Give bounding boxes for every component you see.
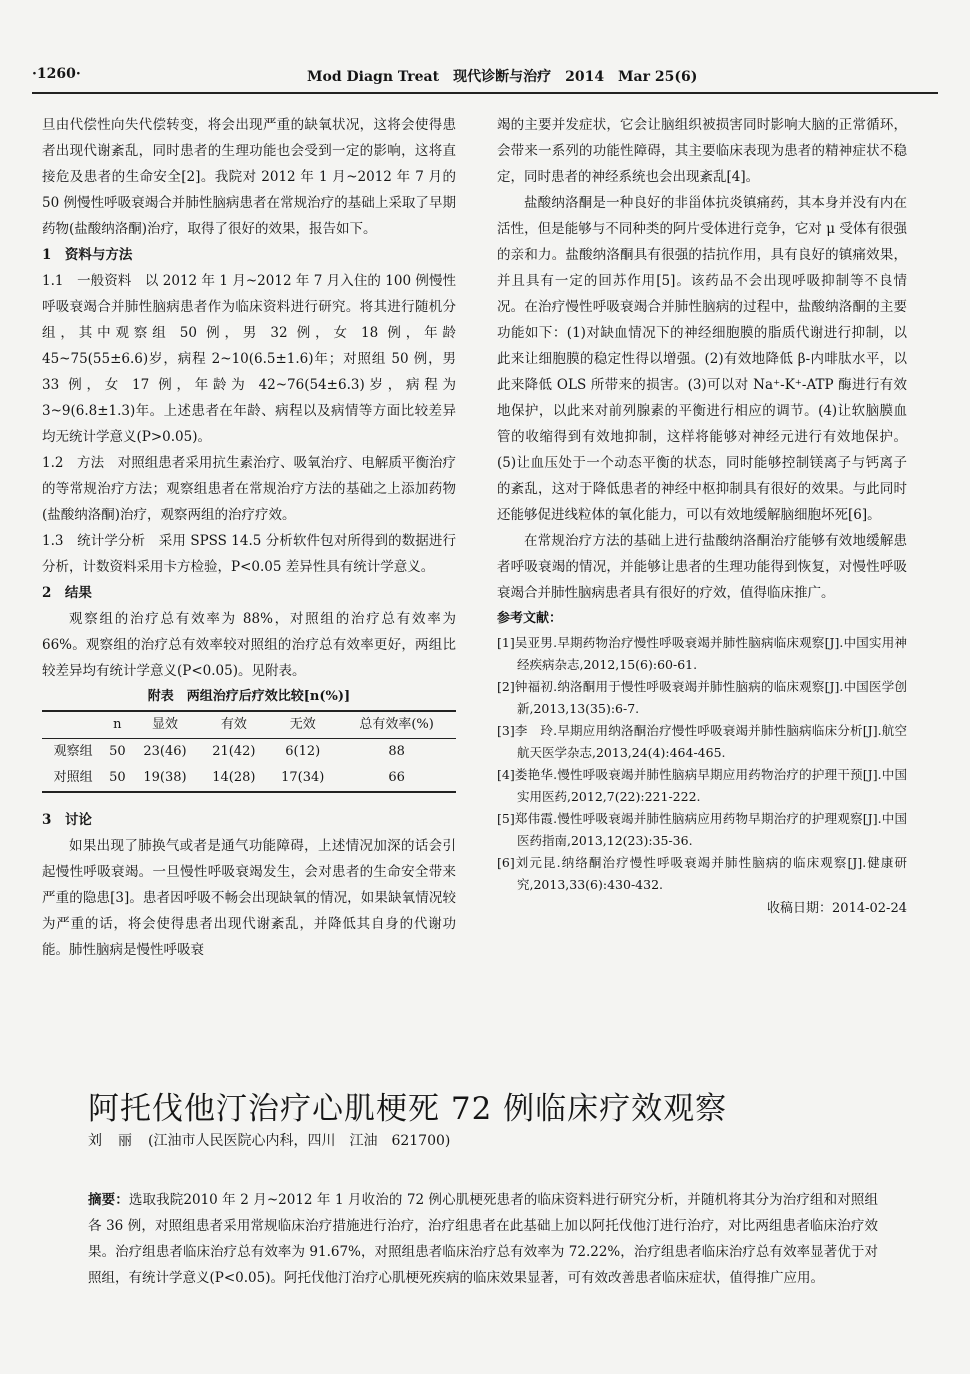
right-column [497,112,907,922]
table-row [42,765,456,792]
article-title: 阿托伐他汀治疗心肌梗死 72 例临床疗效观察 [88,1090,728,1127]
table-cell: 50 [109,770,126,785]
received-date: 收稿日期：2014-02-24 [767,901,907,916]
table-cell: 88 [388,744,405,759]
table-cell: 50 [109,744,126,759]
table-header-cell [42,711,104,739]
abstract-label: 摘要： [88,1192,129,1208]
paragraph-general-data [42,268,456,450]
author-line [88,1130,450,1150]
table-cell: 19(38) [143,770,187,785]
reference-item: [3]李 玲.早期应用纳洛酮治疗慢性呼吸衰竭并肺性脑病临床分析[J].航空航天医学杂志,2013,24(4):464-465. [497,723,907,760]
table-cell: 对照组 [53,770,93,785]
table-cell: 14(28) [212,770,256,785]
paragraph-methods [42,450,456,528]
naloxone-paragraph: 盐酸纳洛酮是一种良好的非甾体抗炎镇痛药，其本身并没有内在活性，但是能够与不同种类的阿片受体进行竞争，它对 μ 受体有很强的亲和力。盐酸纳洛酮具有很强的拮抗作用，具有良好的镇痛效果，并且具有一定的回苏作用[5]。该药品不会出现呼吸抑制等不良情况。在治疗慢性呼吸衰竭合并肺性脑病的过程中，盐酸纳洛酮的主要功能如下：(1)对缺血情况下的神经细胞膜的脂质代谢进行抑制，以此来让细胞膜的稳定性得以增强。(2)有效地降低 β-内啡肽水平，以此来降低 OLS 所带来的损害。(3)可以对 Na⁺-K⁺-ATP 酶进行有效地保护，以此来对前列腺素的平衡进行相应的调节。(4)让软脑膜血管的收缩得到有效地抑制，这样将能够对神经元进行有效地保护。(5)让血压处于一个动态平衡的状态，同时能够控制镁离子与钙离子的紊乱，这对于降低患者的神经中枢抑制具有很好的效果。与此同时还能够促进线粒体的氧化能力，可以有效地缓解脑细胞坏死[6]。 [497,195,907,523]
references-heading: 参考文献： [497,611,563,626]
table-caption: 附表 两组治疗后疗效比较[n(%)] [147,689,351,704]
table-header-cell: 有效 [220,717,247,732]
header-rule [32,92,938,94]
discussion-continued: 竭的主要并发症状，它会让脑组织被损害同时影响大脑的正常循环，会带来一系列的功能性障碍，其主要临床表现为患者的精神症状不稳定，同时患者的神经系统也会出现紊乱[4]。 [497,117,907,185]
table-header-row [42,711,456,739]
journal-info: Mod Diagn Treat 现代诊断与治疗 2014 Mar 25(6) [307,69,698,85]
results-table [42,710,456,793]
running-header [32,66,938,88]
reference-item: [5]郑伟霞.慢性呼吸衰竭并肺性脑病应用药物早期治疗的护理观察[J].中国医药指南,2013,12(23):35-36. [497,811,907,848]
table-cell: 17(34) [281,770,325,785]
abstract-text: 选取我院2010 年 2 月~2012 年 1 月收治的 72 例心肌梗死患者的临床资料进行研究分析，并随机将其分为治疗组和对照组各 36 例，对照组患者采用常规临床治疗措施进行治疗，治疗组患者在此基础上加以阿托伐他汀进行治疗，对比两组患者临床治疗效果。治疗组患者临床治疗总有效率为 91.67%，对照组患者临床治疗总有效率为 72.22%，治疗组患者临床治疗总有效率显著优于对照组，有统计学意义(P<0.05)。阿托伐他汀治疗心肌梗死疾病的临床效果显著，可有效改善患者临床症状，值得推广应用。 [88,1192,879,1286]
table-header-cell: 无效 [289,717,316,732]
subsection-title: 1.1 一般资料 [42,273,132,289]
reference-item: [1]吴亚男.早期药物治疗慢性呼吸衰竭并肺性脑病临床观察[J].中国实用神经疾病杂志,2012,15(6):60-61. [497,635,907,672]
table-cell: 观察组 [53,744,93,759]
section-heading-methods: 1 资料与方法 [42,247,133,263]
abstract [88,1187,878,1291]
table-cell: 21(42) [212,744,256,759]
subsection-text: 采用 SPSS 14.5 分析软件包对所得到的数据进行分析，计数资料采用卡方检验，P<0.05 差异性具有统计学意义。 [42,533,456,575]
author-affiliation: (江油市人民医院心内科，四川 江油 621700) [148,1133,451,1149]
table-header-cell: n [113,717,122,732]
discussion-paragraph: 如果出现了肺换气或者是通气功能障碍，上述情况加深的话会引起慢性呼吸衰竭。一旦慢性呼吸衰竭发生，会对患者的生命安全带来严重的隐患[3]。患者因呼吸不畅会出现缺氧的情况，如果缺氧情况较为严重的话，将会使得患者出现代谢紊乱，并降低其自身的代谢功能。肺性脑病是慢性呼吸衰 [42,838,456,958]
intro-paragraph: 旦由代偿性向失代偿转变，将会出现严重的缺氧状况，这将会使得患者出现代谢紊乱，同时患者的生理功能也会受到一定的影响，这将直接危及患者的生命安全[2]。我院对 2012 年 1 月~2012 年 7 月的 50 例慢性呼吸衰竭合并肺性脑病患者在常规治疗的基础上采取了早期药物(盐酸纳洛酮)治疗，取得了很好的效果，报告如下。 [42,117,456,237]
table-cell: 23(46) [143,744,187,759]
subsection-text: 对照组患者采用抗生素治疗、吸氧治疗、电解质平衡治疗的等常规治疗方法；观察组患者在常规治疗方法的基础之上添加药物(盐酸纳洛酮)治疗，观察两组的治疗疗效。 [42,455,457,523]
section-heading-results: 2 结果 [42,585,92,601]
left-column [42,112,456,963]
conclusion-paragraph: 在常规治疗方法的基础上进行盐酸纳洛酮治疗能够有效地缓解患者呼吸衰竭的情况，并能够让患者的生理功能得到恢复，对慢性呼吸衰竭合并肺性脑病患者具有很好的疗效，值得临床推广。 [497,533,907,601]
table-cell: 66 [388,770,405,785]
subsection-text: 以 2012 年 1 月~2012 年 7 月入住的 100 例慢性呼吸衰竭合并肺性脑病患者作为临床资料进行研究。将其进行随机分组，其中观察组 50 例，男 32 例，女 18 例，年龄 45~75(55±6.6)岁，病程 2~10(6.5±1.6)年；对照组 50 例，男 33 例，女 17 例，年龄为 42~76(54±6.3)岁，病程为 3~9(6.8±1.3)年。上述患者在年龄、病程以及病情等方面比较差异均无统计学意义(P>0.05)。 [42,273,457,445]
results-paragraph: 观察组的治疗总有效率为 88%，对照组的治疗总有效率为 66%。观察组的治疗总有效率较对照组的治疗总有效率更好，两组比较差异均有统计学意义(P<0.05)。见附表。 [42,611,456,679]
page-number: ·1260· [32,66,81,82]
subsection-title: 1.3 统计学分析 [42,533,146,549]
reference-item: [4]娄艳华.慢性呼吸衰竭并肺性脑病早期应用药物治疗的护理干预[J].中国实用医药,2012,7(22):221-222. [497,767,907,804]
subsection-title: 1.2 方法 [42,455,105,471]
author-name: 刘丽 [88,1133,148,1149]
table-row [42,739,456,766]
table-cell: 6(12) [285,744,321,759]
table-header-cell: 总有效率(%) [359,717,434,732]
section-heading-discussion: 3 讨论 [42,812,92,828]
reference-item: [2]钟福初.纳洛酮用于慢性呼吸衰竭并肺性脑病的临床观察[J].中国医学创新,2013,13(35):6-7. [497,679,907,716]
paragraph-statistics [42,528,456,580]
reference-item: [6]刘元昆.纳络酮治疗慢性呼吸衰竭并肺性脑病的临床观察[J].健康研究,2013,33(6):430-432. [497,855,907,892]
table-header-cell: 显效 [151,717,178,732]
